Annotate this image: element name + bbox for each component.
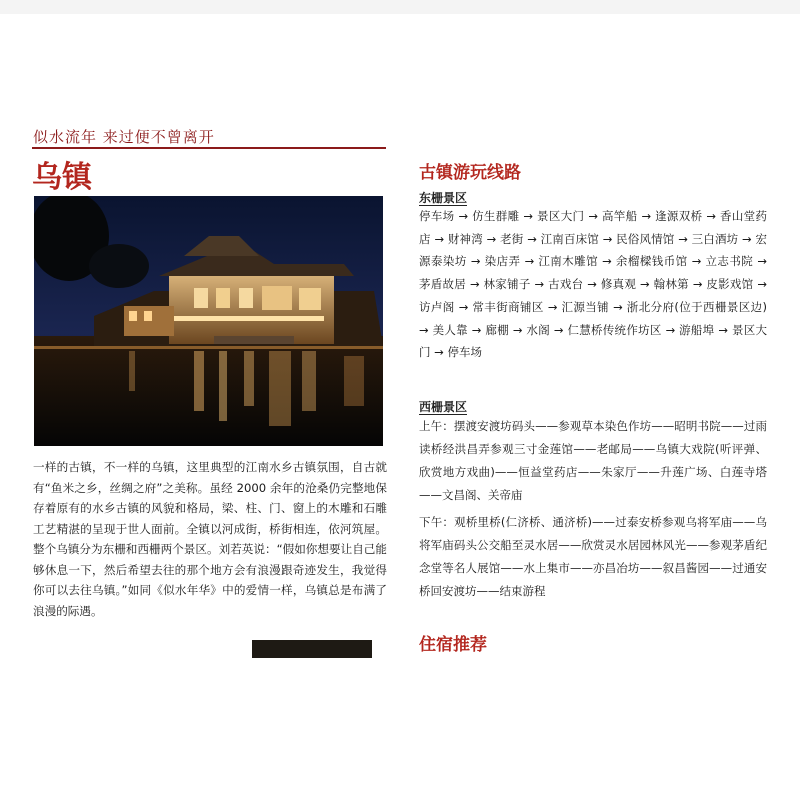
west-heading: 西栅景区 [419,400,468,414]
divider [32,147,386,149]
top-strip [0,0,800,14]
west-afternoon-route: 下午：观桥里桥(仁济桥、通济桥)——过泰安桥参观乌将军庙——乌将军庙码头公交船至灵水居——欣赏灵水居园林风光——参观茅盾纪念堂等名人展馆——水上集市——亦昌冶坊——叙昌酱园——过通安桥回安渡坊——结束游程 [419,515,767,598]
west-morning-route: 上午：摆渡安渡坊码头——参观草本染色作坊——昭明书院——过雨读桥经洪昌弄参观三寸金莲馆——老邮局——乌镇大戏院(听评弹、欣赏地方戏曲)——恒益堂药店——朱家厅——升莲广场、白莲寺塔——文昌阁、关帝庙 [419,419,767,502]
intro-paragraph: 一样的古镇，不一样的乌镇，这里典型的江南水乡古镇氛围，自古就有“鱼米之乡，丝绸之府”之美称。虽经 2000 余年的沧桑仍完整地保存着原有的水乡古镇的风貌和格局，梁、柱、门、窗上的木雕和石雕工艺精湛的呈现于世人面前。全镇以河成街，桥街相连，依河筑屋。整个乌镇分为东栅和西栅两个景区。刘若英说：“假如你想要让自己能够休息一下，然后希望去往的那个地方会有浪漫跟奇迹发生，我觉得你可以去往乌镇。”如同《似水年华》中的爱情一样，乌镇总是布满了浪漫的际遇。 [33,460,387,618]
next-photo-thumbnail [252,640,372,658]
tagline: 似水流年 来过便不曾离开 [33,128,215,146]
east-heading: 东栅景区 [419,191,468,205]
wuzhen-night-photo [34,196,383,446]
route-heading: 古镇游玩线路 [419,163,521,183]
page-title: 乌镇 [32,160,92,195]
east-route: 停车场 → 仿生群雕 → 景区大门 → 高竿船 → 逢源双桥 → 香山堂药店 → 财神湾 → 老街 → 江南百床馆 → 民俗风情馆 → 三白酒坊 → 宏源泰染坊 → 染店弄 → 江南木雕馆 → 余榴樑钱币馆 → 立志书院 → 茅盾故居 → 林家铺子 → 古戏台 → 修真观 → 翰林第 → 皮影戏馆 → 访卢阁 → 常丰街商铺区 → 汇源当铺 → 浙北分府(位于西栅景区边) → 美人靠 → 廊棚 → 水阁 → 仁慧桥传统作坊区 → 游船埠 → 景区大门 → 停车场 [419,209,767,360]
lodging-heading: 住宿推荐 [419,635,487,655]
